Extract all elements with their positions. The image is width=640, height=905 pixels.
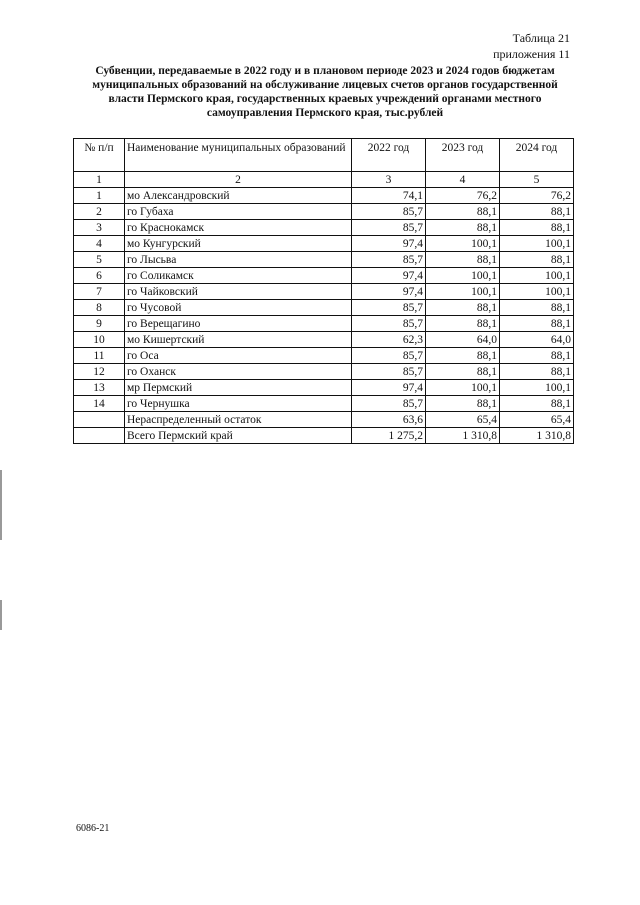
row-number: 3	[74, 220, 125, 236]
municipality-name: го Соликамск	[125, 268, 352, 284]
header-num: № п/п	[74, 139, 125, 172]
municipality-name: мо Кишертский	[125, 332, 352, 348]
document-title: Субвенции, передаваемые в 2022 году и в плановом периоде 2023 и 2024 годов бюджетам муниципальных образований на обслуживание лицевых счетов органов государственной власти Пермского края, государственных краевых учреждений органами местного самоуправления Пермского края, тыс.рублей	[92, 65, 558, 119]
municipality-name: го Чусовой	[125, 300, 352, 316]
header-name: Наименование муниципальных образований	[125, 139, 352, 172]
value-2022: 97,4	[352, 380, 426, 396]
value-2023: 100,1	[426, 380, 500, 396]
table-row	[74, 348, 574, 364]
value-2023: 76,2	[426, 188, 500, 204]
value-2022: 85,7	[352, 364, 426, 380]
value-2023: 1 310,8	[426, 428, 500, 444]
subsidies-table	[73, 138, 574, 444]
row-number: 7	[74, 284, 125, 300]
value-2023: 88,1	[426, 348, 500, 364]
value-2022: 85,7	[352, 316, 426, 332]
value-2022: 1 275,2	[352, 428, 426, 444]
row-number: 10	[74, 332, 125, 348]
scan-edge-mark	[0, 470, 2, 540]
value-2023: 64,0	[426, 332, 500, 348]
value-2023: 88,1	[426, 316, 500, 332]
value-2023: 88,1	[426, 364, 500, 380]
header-2022: 2022 год	[352, 139, 426, 172]
table-row	[74, 236, 574, 252]
table-row	[74, 220, 574, 236]
table-row	[74, 396, 574, 412]
value-2024: 88,1	[500, 204, 574, 220]
table-row	[74, 380, 574, 396]
row-number	[74, 428, 125, 444]
municipality-name: Всего Пермский край	[125, 428, 352, 444]
value-2022: 62,3	[352, 332, 426, 348]
scan-edge-mark	[0, 600, 2, 630]
row-number: 8	[74, 300, 125, 316]
document-code: 6086-21	[76, 823, 110, 834]
table-body	[74, 188, 574, 444]
value-2024: 100,1	[500, 380, 574, 396]
column-number-row	[74, 172, 574, 188]
table-row	[74, 188, 574, 204]
table-row	[74, 268, 574, 284]
value-2022: 85,7	[352, 204, 426, 220]
municipality-name: Нераспределенный остаток	[125, 412, 352, 428]
municipality-name: го Краснокамск	[125, 220, 352, 236]
table-row	[74, 252, 574, 268]
column-number: 5	[500, 172, 574, 188]
value-2023: 65,4	[426, 412, 500, 428]
municipality-name: мо Кунгурский	[125, 236, 352, 252]
column-number: 3	[352, 172, 426, 188]
value-2023: 100,1	[426, 268, 500, 284]
municipality-name: го Чернушка	[125, 396, 352, 412]
municipality-name: го Оханск	[125, 364, 352, 380]
row-number: 13	[74, 380, 125, 396]
row-number: 14	[74, 396, 125, 412]
table-row	[74, 316, 574, 332]
table-row	[74, 300, 574, 316]
table-reference	[493, 30, 570, 62]
value-2024: 88,1	[500, 348, 574, 364]
value-2024: 88,1	[500, 252, 574, 268]
value-2022: 85,7	[352, 348, 426, 364]
value-2023: 88,1	[426, 204, 500, 220]
municipality-name: го Чайковский	[125, 284, 352, 300]
value-2024: 88,1	[500, 220, 574, 236]
table-row	[74, 284, 574, 300]
column-number: 2	[125, 172, 352, 188]
appendix-number: приложения 11	[493, 47, 570, 61]
value-2024: 100,1	[500, 284, 574, 300]
header-2024: 2024 год	[500, 139, 574, 172]
value-2022: 74,1	[352, 188, 426, 204]
value-2023: 88,1	[426, 220, 500, 236]
value-2024: 88,1	[500, 364, 574, 380]
municipality-name: го Губаха	[125, 204, 352, 220]
value-2024: 64,0	[500, 332, 574, 348]
municipality-name: мо Александровский	[125, 188, 352, 204]
municipality-name: мр Пермский	[125, 380, 352, 396]
value-2024: 100,1	[500, 236, 574, 252]
row-number: 5	[74, 252, 125, 268]
table-row	[74, 204, 574, 220]
column-number: 4	[426, 172, 500, 188]
value-2023: 100,1	[426, 236, 500, 252]
municipality-name: го Верещагино	[125, 316, 352, 332]
municipality-name: го Лысьва	[125, 252, 352, 268]
value-2022: 97,4	[352, 284, 426, 300]
value-2022: 85,7	[352, 252, 426, 268]
row-number: 6	[74, 268, 125, 284]
value-2024: 88,1	[500, 396, 574, 412]
table-row	[74, 332, 574, 348]
value-2022: 97,4	[352, 268, 426, 284]
header-2023: 2023 год	[426, 139, 500, 172]
municipality-name: го Оса	[125, 348, 352, 364]
row-number: 11	[74, 348, 125, 364]
table-row	[74, 428, 574, 444]
value-2022: 85,7	[352, 300, 426, 316]
row-number: 1	[74, 188, 125, 204]
row-number: 12	[74, 364, 125, 380]
row-number: 9	[74, 316, 125, 332]
column-number: 1	[74, 172, 125, 188]
value-2023: 88,1	[426, 300, 500, 316]
value-2022: 85,7	[352, 220, 426, 236]
row-number: 4	[74, 236, 125, 252]
value-2024: 88,1	[500, 316, 574, 332]
value-2024: 76,2	[500, 188, 574, 204]
value-2022: 85,7	[352, 396, 426, 412]
value-2024: 1 310,8	[500, 428, 574, 444]
value-2024: 88,1	[500, 300, 574, 316]
row-number	[74, 412, 125, 428]
value-2024: 65,4	[500, 412, 574, 428]
row-number: 2	[74, 204, 125, 220]
table-number: Таблица 21	[512, 31, 570, 45]
table-row	[74, 412, 574, 428]
value-2022: 97,4	[352, 236, 426, 252]
value-2023: 88,1	[426, 252, 500, 268]
table-row	[74, 364, 574, 380]
value-2023: 88,1	[426, 396, 500, 412]
header-row	[74, 139, 574, 172]
value-2022: 63,6	[352, 412, 426, 428]
value-2024: 100,1	[500, 268, 574, 284]
value-2023: 100,1	[426, 284, 500, 300]
